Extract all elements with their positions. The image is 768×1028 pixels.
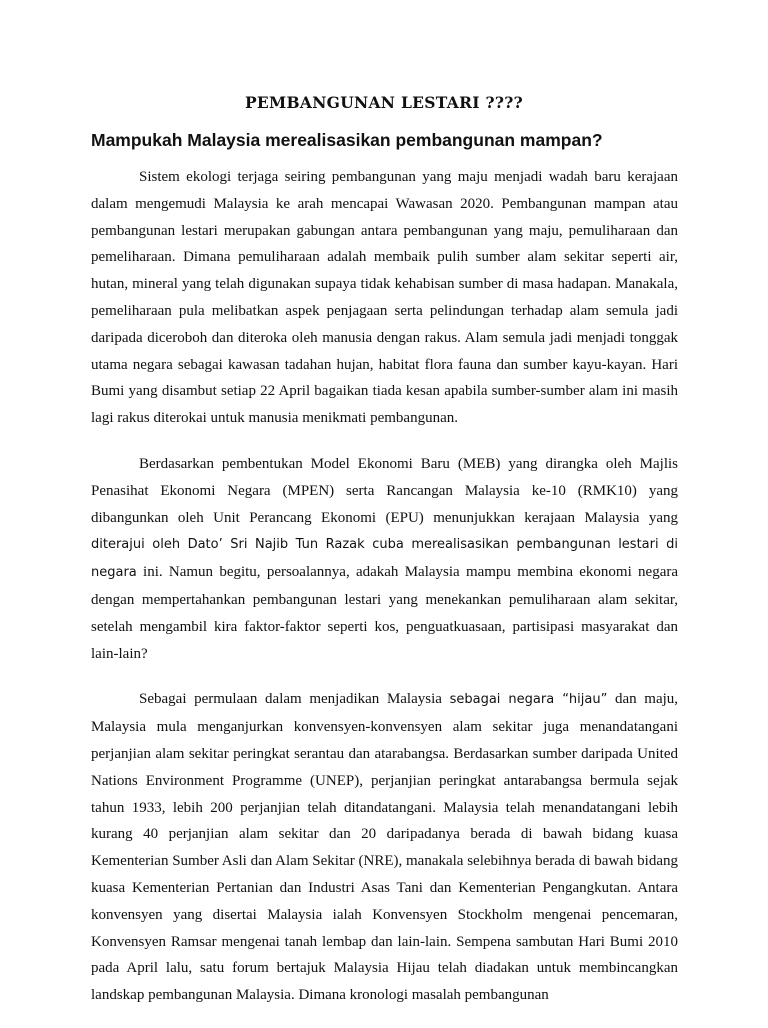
paragraph-1: Sistem ekologi terjaga seiring pembangunan yang maju menjadi wadah baru kerajaan dalam mengemudi Malaysia ke arah mencapai Wawasan 2020. Pembangunan mampan atau pembangunan lestari merupakan gabungan antara pembangunan yang maju, pemuliharaan dan pemeliharaan. Dimana pemuliharaan adalah membaik pulih sumber alam sekitar seperti air, hutan, mineral yang telah digunakan supaya tidak kehabisan sumber di masa hadapan. Manakala, pemeliharaan pula melibatkan aspek penjagaan serta pelindungan terhadap alam semula jadi daripada diceroboh dan diteroka oleh manusia dengan rakus. Alam semula jadi menjadi tonggak utama negara sebagai kawasan tadahan hujan, habitat flora fauna dan sumber kayu-kayan. Hari Bumi yang disambut setiap 22 April bagaikan tiada kesan apabila sumber-sumber alam ini masih lagi rakus diterokai untuk manusia menikmati pembangunan. [91, 169, 678, 427]
paragraph-3 [91, 686, 678, 1009]
paragraph-2 [91, 451, 678, 667]
document-subtitle: Mampukah Malaysia merealisasikan pembangunan mampan? [91, 130, 603, 150]
paragraph-3-part-b: sebagai negara “hijau” [449, 692, 608, 708]
paragraph-2-part-c: ini. Namun begitu, persoalannya, adakah Malaysia mampu membina ekonomi negara dengan mempertahankan pembangunan lestari yang menekankan pemuliharaan alam sekitar, setelah mengambil kira faktor-faktor seperti kos, penguatkuasaan, partisipasi masyarakat dan lain-lain? [91, 564, 679, 662]
paragraph-3-part-c: dan maju, Malaysia mula menganjurkan konvensyen-konvensyen alam sekitar juga menandatangani perjanjian alam sekitar peringkat serantau dan atarabangsa. Berdasarkan sumber daripada United Nations Environment Programme (UNEP), perjanjian peringkat antarabangsa bermula sejak tahun 1933, lebih 200 perjanjian telah ditandatangani. Malaysia telah menandatangani lebih kurang 40 perjanjian alam sekitar dan 20 daripadanya berada di bawah bidang kuasa Kementerian Sumber Asli dan Alam Sekitar (NRE), manakala selebihnya berada di bawah bidang kuasa Kementerian Pertanian dan Industri Asas Tani dan Kementerian Pengangkutan. Antara konvensyen yang disertai Malaysia ialah Konvensyen Stockholm mengenai pencemaran, Konvensyen Ramsar mengenai tanah lembap dan lain-lain. Sempena sambutan Hari Bumi 2010 pada April lalu, satu forum bertajuk Malaysia Hijau telah diadakan untuk membincangkan landskap pembangunan Malaysia. Dimana kronologi masalah pembangunan [91, 691, 679, 1004]
document-body [91, 164, 678, 1028]
document-title: PEMBANGUNAN LESTARI ???? [244, 93, 524, 112]
paragraph-3-part-a: Sebagai permulaan dalam menjadikan Malaysia [139, 691, 442, 708]
paragraph-2-part-a: Berdasarkan pembentukan Model Ekonomi Baru (MEB) yang dirangka oleh Majlis Penasihat Ekonomi Negara (MPEN) serta Rancangan Malaysia ke-10 (RMK10) yang dibangunkan oleh Unit Perancang Ekonomi (EPU) menunjukkan kerajaan Malaysia yang [91, 455, 678, 526]
paragraph-2-part-b: diterajui oleh Dato’ Sri Najib Tun Razak cuba merealisasikan pembangunan lestari di negara [91, 537, 678, 581]
